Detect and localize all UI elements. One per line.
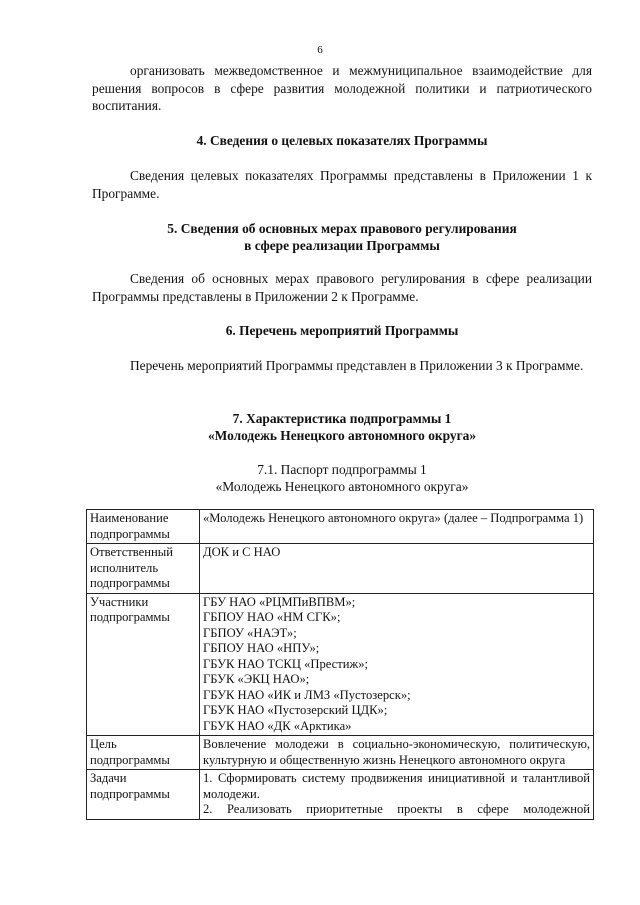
section-4-text: Сведения целевых показателях Программы представлены в Приложении 1 к Программе. <box>92 168 592 201</box>
participant-item: ГБУК «ЭКЦ НАО»; <box>203 672 310 686</box>
table-row <box>87 593 594 736</box>
row-value-name: «Молодежь Ненецкого автономного округа» (далее – Подпрограмма 1) <box>200 510 594 544</box>
section-6-heading: 6. Перечень мероприятий Программы <box>225 323 459 338</box>
row-value-participants <box>200 593 594 736</box>
row-label-goal: Цель подпрограммы <box>87 736 200 770</box>
table-row <box>87 736 594 770</box>
participant-item: ГБУК НАО «ДК «Арктика» <box>203 718 352 733</box>
section-7-heading-line-1: 7. Характеристика подпрограммы 1 <box>232 411 452 426</box>
page-number: 6 <box>317 44 323 56</box>
section-6-text: Перечень мероприятий Программы представлен в Приложении 3 к Программе. <box>130 358 584 373</box>
row-label-responsible: Ответственный исполнитель подпрограммы <box>87 544 200 594</box>
participant-item: ГБПОУ НАО «НПУ»; <box>203 641 320 655</box>
task-item: 1. Сформировать систему продвижения инициативной и талантливой молодежи. <box>203 771 590 801</box>
row-value-tasks <box>200 770 594 820</box>
section-5-heading <box>92 220 592 254</box>
passport-table <box>86 509 594 820</box>
section-5-heading-line-1: 5. Сведения об основных мерах правового регулирования <box>167 221 517 236</box>
participant-item: ГБУК НАО «ИК и ЛМЗ «Пустозерск»; <box>203 687 411 702</box>
section-7-heading <box>92 410 592 444</box>
participant-item: ГБУ НАО «РЦМПиВПВМ»; <box>203 594 356 609</box>
section-5-heading-line-2: в сфере реализации Программы <box>244 238 440 253</box>
passport-title-line-2: «Молодежь Ненецкого автономного округа» <box>215 479 469 494</box>
participant-item: ГБУК НАО «Пустозерский ЦДК»; <box>203 703 388 717</box>
row-label-participants: Участники подпрограммы <box>87 593 200 736</box>
section-5-text: Сведения об основных мерах правового регулирования в сфере реализации Программы представлены в Приложении 2 к Программе. <box>92 271 592 304</box>
row-value-goal: Вовлечение молодежи в социально-экономическую, политическую, культурную и общественную жизнь Ненецкого автономного округа <box>200 736 594 770</box>
task-item: 2. Реализовать приоритетные проекты в сфере молодежной <box>203 802 590 816</box>
participant-item: ГБУК НАО ТСКЦ «Престиж»; <box>203 656 368 671</box>
section-7-heading-line-2: «Молодежь Ненецкого автономного округа» <box>207 428 477 443</box>
section-4-heading: 4. Сведения о целевых показателях Программы <box>196 133 488 148</box>
participant-item: ГБПОУ «НАЭТ»; <box>203 625 297 640</box>
intro-paragraph: организовать межведомственное и межмуниципальное взаимодействие для решения вопросов в сфере развития молодежной политики и патриотического воспитания. <box>92 63 592 113</box>
table-row <box>87 544 594 594</box>
table-row <box>87 770 594 820</box>
row-label-name: Наименование подпрограммы <box>87 510 200 544</box>
row-value-responsible: ДОК и С НАО <box>200 544 594 594</box>
table-row <box>87 510 594 544</box>
passport-title <box>92 461 592 495</box>
participant-item: ГБПОУ НАО «НМ СГК»; <box>203 610 341 624</box>
passport-title-line-1: 7.1. Паспорт подпрограммы 1 <box>257 462 427 477</box>
row-label-tasks: Задачи подпрограммы <box>87 770 200 820</box>
